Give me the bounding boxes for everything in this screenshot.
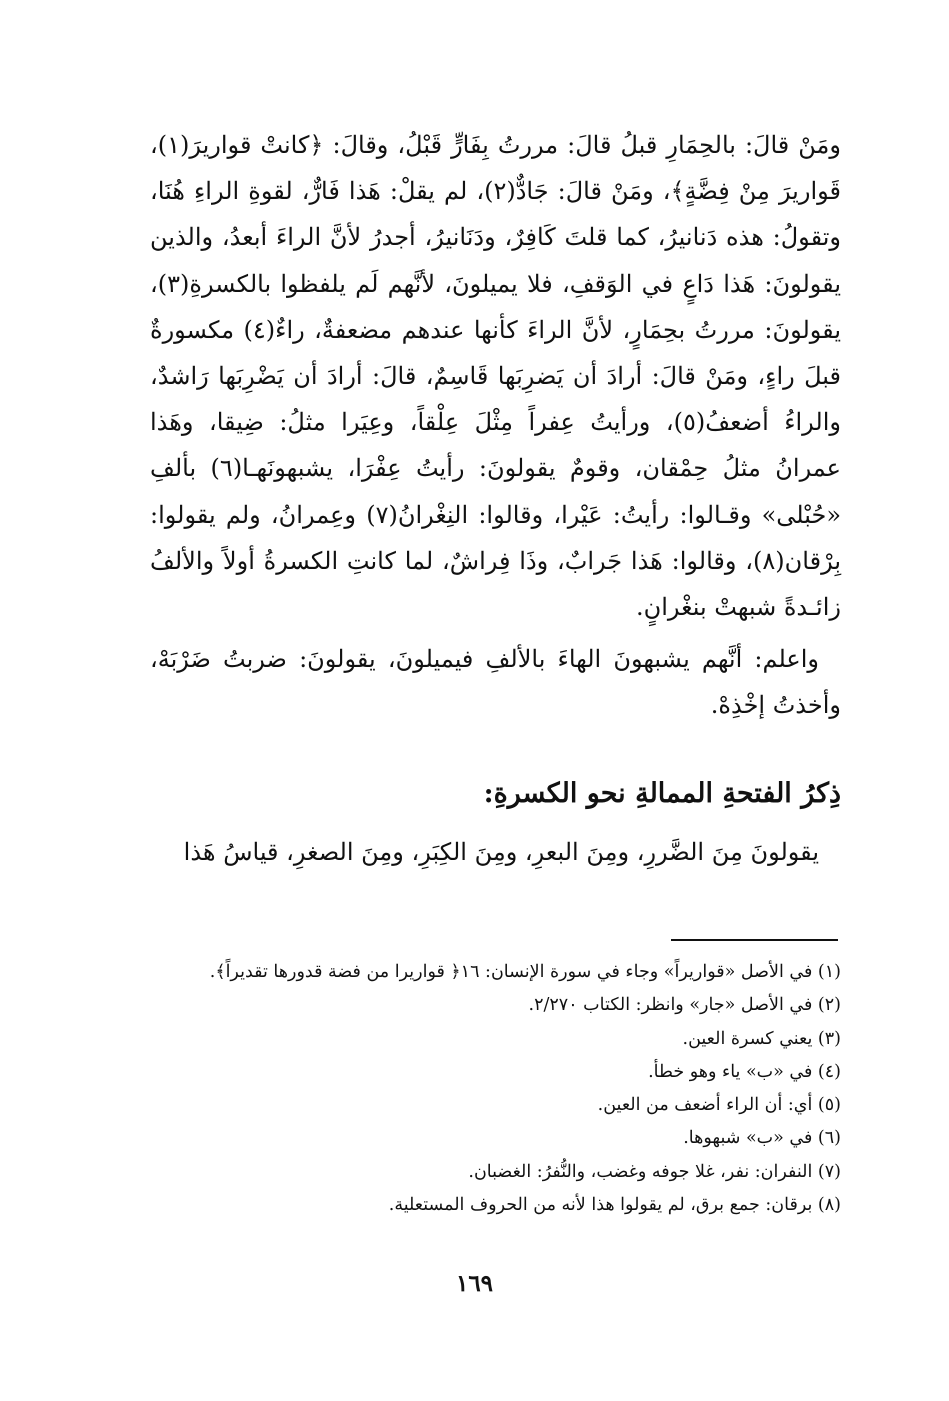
footnote: (١) في الأصل «قواريراً» وجاء في سورة الإنسان: ١٦﴿ قواريرا من فضة قدورها تقديراً﴾. bbox=[209, 962, 841, 982]
footnote: (٤) في «ب» ياء وهو خطأ. bbox=[648, 1061, 841, 1082]
footnote: (٥) أي: أن الراء أضعف من العين. bbox=[597, 1095, 841, 1116]
section-heading: ذِكرُ الفتحةِ الممالةِ نحو الكسرةِ: bbox=[483, 777, 841, 809]
footnote: (٢) في الأصل «جار» وانظر: الكتاب ٢/٢٧٠. bbox=[528, 995, 841, 1016]
footnote: (٦) في «ب» شبهوها. bbox=[683, 1128, 841, 1149]
footnote: (٣) يعني كسرة العين. bbox=[682, 1028, 841, 1049]
paragraph-3: يقولونَ مِنَ الضَّررِ، ومِنَ البعرِ، ومِنَ الكِبَرِ، ومِنَ الصغرِ، قياسُ هَذا bbox=[183, 837, 819, 866]
footnote: (٨) برقان: جمع برق، لم يقولوا هذا لأنه من الحروف المستعلية. bbox=[388, 1195, 841, 1216]
page-number: ١٦٩ bbox=[455, 1270, 494, 1297]
paragraph-2: واعلم: أنَّهم يشبهونَ الهاءَ بالألفِ فيميلونَ، يقولونَ: ضربتُ ضَرْبَهْ، وأخذتُ إخْذِهْ. bbox=[150, 645, 841, 720]
main-text bbox=[150, 122, 841, 875]
footnote: (٧) النفران: نفر، غلا جوفه وغضب، والنُّفرُ: الغضبان. bbox=[468, 1161, 841, 1182]
footnotes bbox=[150, 956, 841, 1222]
paragraph-1: ومَنْ قالَ: بالحِمَارِ قبلُ قالَ: مررتُ بِفَارٍّ قَبْلُ، وقالَ: ﴿كانتْ قواريرَ(١)، قَواريرَ مِنْ فِضَّةٍ﴾، ومَنْ قالَ: جَادٌّ(٢)، لم يقلْ: هَذا فَارٌّ، لقوةِ الراءِ هُنَا، وتقولُ: هذه دَنانيرُ، كما قلتَ كَافِرٌ، ودَنَانيرُ، أجدرُ لأنَّ الراءَ أبعدُ، والذين يقولونَ: هَذا دَاعٍ في الوَقفِ، فلا يميلونَ، لأنَّهم لَم يلفظوا بالكسرةِ(٣)، يقولونَ: مررتُ بحِمَارٍ، لأنَّ الراءَ كأنها عندهم مضعفةٌ، راءٌ(٤) مكسورةٌ قبلَ راءٍ، ومَنْ قالَ: أرادَ أن يَضرِبَها قَاسِمٌ، قالَ: أرادَ أن يَضْرِبَها رَاشدٌ، والراءُ أضعفُ(٥)، ورأيتُ عِفراً مِثْلَ عِلْقاً، وعِيَرا مثلُ: ضِيقا، وهَذا عمرانُ مثلُ حِمْقان، وقومٌ يقولونَ: رأيتُ عِفْرَا، يشبهونَهـا(٦) بألفِ «حُبْلى» وقـالوا: رأيتُ: عَيْرا، وقالوا: النِغْرانُ(٧) وعِمرانُ، ولم يقولوا: بِرْقان(٨)، وقالوا: هَذا جَرابٌ، وذَا فِراشٌ، لما كانتِ الكسرةُ أولاً والألفُ زائـدةً شبهتْ بنغْرانٍ. bbox=[150, 131, 842, 622]
footnote-separator bbox=[671, 939, 838, 941]
